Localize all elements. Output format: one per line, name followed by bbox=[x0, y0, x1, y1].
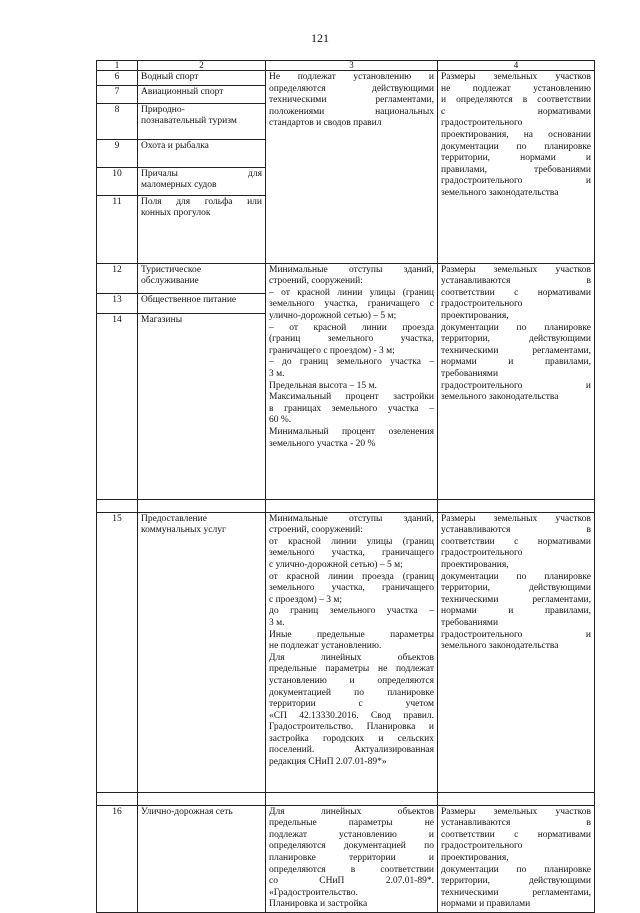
empty-cell bbox=[138, 499, 266, 512]
text-line: документации по планировке bbox=[441, 322, 591, 333]
table-row bbox=[97, 512, 595, 792]
header-cell: 3 bbox=[266, 61, 438, 71]
header-cell: 4 bbox=[438, 61, 595, 71]
use-name bbox=[138, 512, 266, 792]
text-line: Природно- bbox=[141, 104, 185, 115]
text-line: земельного законодательства bbox=[441, 392, 559, 403]
parameters-cell bbox=[266, 512, 438, 792]
text-line: Размеры земельных участков bbox=[441, 513, 591, 524]
empty-cell bbox=[438, 792, 595, 805]
text-line: требованиями bbox=[441, 617, 499, 628]
text-line: территории, действующими bbox=[441, 583, 591, 594]
table-row bbox=[97, 805, 595, 912]
text-line: строений, сооружений: bbox=[269, 525, 363, 536]
text-line: техническими регламентами, bbox=[269, 95, 434, 106]
spacer-row bbox=[97, 792, 595, 805]
row-number: 14 bbox=[97, 313, 138, 499]
text-line: Магазины bbox=[141, 314, 183, 325]
spacer-row bbox=[97, 499, 595, 512]
text-line: документацией по планировке bbox=[269, 687, 434, 698]
text-line: 3 м. bbox=[269, 368, 285, 379]
row-number: 6 bbox=[97, 71, 138, 86]
text-line: со СНиП 2.07.01-89*. bbox=[269, 876, 434, 887]
text-line: – от красной линии улицы (границ bbox=[269, 287, 434, 298]
text-line: Для линейных объектов bbox=[269, 806, 434, 817]
text-line: территории, действующими bbox=[441, 334, 591, 345]
empty-cell bbox=[138, 792, 266, 805]
use-name bbox=[138, 263, 266, 293]
text-line: Охота и рыбалка bbox=[141, 140, 209, 151]
text-line: соответствии с нормативами bbox=[441, 536, 591, 547]
text-line: градостроительного bbox=[441, 118, 523, 129]
empty-cell bbox=[266, 499, 438, 512]
text-line: территории, действующими bbox=[441, 876, 591, 887]
text-line: Минимальный процент озеленения bbox=[269, 426, 434, 437]
text-line: с проездом) – 3 м; bbox=[269, 594, 343, 605]
empty-cell bbox=[438, 499, 595, 512]
text-line: проектирования, bbox=[441, 310, 509, 321]
text-line: документации по планировке bbox=[441, 864, 591, 875]
text-line: Поля для гольфа или bbox=[141, 196, 262, 207]
use-name bbox=[138, 71, 266, 86]
text-line: Общественное питание bbox=[141, 294, 237, 305]
text-line: земельного участка - 20 % bbox=[269, 438, 376, 449]
text-line: с нормативами bbox=[441, 106, 591, 117]
text-line: предельные параметры не bbox=[269, 818, 434, 829]
parameters-cell bbox=[266, 805, 438, 912]
table-header-row bbox=[97, 61, 595, 71]
header-cell: 2 bbox=[138, 61, 266, 71]
text-line: проектирования, bbox=[441, 852, 509, 863]
text-line: (границ земельного участка, bbox=[269, 334, 434, 345]
text-line: проектирования, bbox=[441, 559, 509, 570]
text-line: до границ земельного участка – bbox=[269, 606, 434, 617]
text-line: техническими регламентами, bbox=[441, 887, 591, 898]
use-name bbox=[138, 85, 266, 103]
text-line: «СП 42.13330.2016. Свод правил. bbox=[269, 710, 434, 721]
text-line: соответствии с нормативами bbox=[441, 829, 591, 840]
text-line: предельные параметры не подлежат bbox=[269, 664, 434, 675]
text-line: определяются документацией по bbox=[269, 841, 434, 852]
text-line: Водный спорт bbox=[141, 72, 199, 82]
text-line: Планировка и застройка bbox=[269, 899, 368, 910]
text-line: от красной линии улицы (границ bbox=[269, 536, 434, 547]
row-number: 7 bbox=[97, 85, 138, 103]
text-line: и определяются в соответствии bbox=[441, 95, 591, 106]
text-line: Размеры земельных участков bbox=[441, 806, 591, 817]
row-number: 8 bbox=[97, 103, 138, 139]
text-line: Предельная высота – 15 м. bbox=[269, 380, 377, 391]
text-line: в границах земельного участка – bbox=[269, 403, 434, 414]
text-line: правилами, требованиями bbox=[441, 164, 591, 175]
text-line: определяются действующими bbox=[269, 83, 434, 94]
use-name bbox=[138, 139, 266, 167]
text-line: установлению и определяются bbox=[269, 675, 434, 686]
land-plot-size-cell bbox=[438, 263, 595, 499]
text-line: Градостроительство. Планировка и bbox=[269, 722, 434, 733]
text-line: определяются в соответствии bbox=[269, 864, 434, 875]
text-line: улично-дорожной сетью) – 5 м; bbox=[269, 310, 397, 321]
text-line: подлежат установлению и bbox=[269, 829, 434, 840]
text-line: нормами и правилами, bbox=[441, 357, 591, 368]
row-number: 16 bbox=[97, 805, 138, 912]
text-line: устанавливаются в bbox=[441, 276, 591, 287]
empty-cell bbox=[266, 792, 438, 805]
land-plot-size-cell bbox=[438, 71, 595, 264]
text-line: познавательный туризм bbox=[141, 116, 237, 127]
text-line: строений, сооружений: bbox=[269, 276, 363, 287]
text-line: земельного участка, граничащего bbox=[269, 548, 434, 559]
text-line: Минимальные отступы зданий, bbox=[269, 513, 434, 524]
text-line: 60 %. bbox=[269, 415, 292, 426]
text-line: от красной линии проезда (границ bbox=[269, 571, 434, 582]
text-line: стандартов и сводов правил bbox=[269, 118, 382, 129]
text-line: техническими регламентами, bbox=[441, 345, 591, 356]
header-cell: 1 bbox=[97, 61, 138, 71]
text-line: земельного законодательства bbox=[441, 641, 559, 652]
text-line: Улично-дорожная сеть bbox=[141, 806, 233, 817]
use-name bbox=[138, 167, 266, 195]
empty-cell bbox=[97, 499, 138, 512]
use-name bbox=[138, 293, 266, 313]
text-line: коммунальных услуг bbox=[141, 525, 226, 536]
row-number: 11 bbox=[97, 195, 138, 263]
text-line: устанавливаются в bbox=[441, 525, 591, 536]
text-line: территории с учетом bbox=[269, 699, 434, 710]
text-line: техническими регламентами, bbox=[441, 594, 591, 605]
text-line: конных прогулок bbox=[141, 208, 211, 219]
text-line: Туристическое bbox=[141, 264, 202, 275]
text-line: Иные предельные параметры bbox=[269, 629, 434, 640]
text-line: Для линейных объектов bbox=[269, 652, 434, 663]
text-line: земельного участка, граничащего с bbox=[269, 299, 434, 310]
text-line: градостроительного и bbox=[441, 629, 591, 640]
text-line: планировке территории и bbox=[269, 852, 434, 863]
text-line: документации по планировке bbox=[441, 571, 591, 582]
use-name bbox=[138, 103, 266, 139]
text-line: Не подлежат установлению и bbox=[269, 72, 434, 82]
text-line: – от красной линии проезда bbox=[269, 322, 434, 333]
text-line: Причалы для bbox=[141, 168, 262, 179]
text-line: 3 м. bbox=[269, 617, 285, 628]
text-line: с улично-дорожной сетью) – 5 м; bbox=[269, 559, 403, 570]
text-line: градостроительного и bbox=[441, 176, 591, 187]
row-number: 13 bbox=[97, 293, 138, 313]
text-line: поселений. Актуализированная bbox=[269, 745, 434, 756]
text-line: Минимальные отступы зданий, bbox=[269, 264, 434, 275]
text-line: земельного участка, граничащего bbox=[269, 583, 434, 594]
text-line: не подлежат установлению bbox=[441, 83, 591, 94]
text-line: Авиационный спорт bbox=[141, 86, 224, 97]
use-name bbox=[138, 805, 266, 912]
table-row bbox=[97, 263, 595, 293]
text-line: градостроительного bbox=[441, 299, 523, 310]
text-line: градостроительного и bbox=[441, 380, 591, 391]
use-name bbox=[138, 313, 266, 499]
text-line: требованиями bbox=[441, 368, 499, 379]
text-line: маломерных судов bbox=[141, 180, 217, 191]
text-line: обслуживание bbox=[141, 276, 199, 287]
text-line: Максимальный процент застройки bbox=[269, 392, 434, 403]
text-line: Размеры земельных участков bbox=[441, 264, 591, 275]
use-name bbox=[138, 195, 266, 263]
text-line: Предоставление bbox=[141, 513, 207, 524]
table-row bbox=[97, 71, 595, 86]
text-line: земельного законодательства bbox=[441, 187, 559, 198]
text-line: положениями национальных bbox=[269, 106, 434, 117]
text-line: редакция СНиП 2.07.01-89*» bbox=[269, 757, 387, 768]
text-line: документации по планировке bbox=[441, 141, 591, 152]
land-plot-size-cell bbox=[438, 805, 595, 912]
text-line: соответствии с нормативами bbox=[441, 287, 591, 298]
text-line: градостроительного bbox=[441, 841, 523, 852]
parameters-cell bbox=[266, 263, 438, 499]
text-line: не подлежат установлению. bbox=[269, 641, 382, 652]
row-number: 10 bbox=[97, 167, 138, 195]
text-line: устанавливаются в bbox=[441, 818, 591, 829]
land-plot-size-cell bbox=[438, 512, 595, 792]
text-line: «Градостроительство. bbox=[269, 887, 358, 898]
text-line: территории, нормами и bbox=[441, 153, 591, 164]
text-line: нормами и правилами bbox=[441, 899, 531, 910]
text-line: градостроительного bbox=[441, 548, 523, 559]
row-number: 12 bbox=[97, 263, 138, 293]
row-number: 9 bbox=[97, 139, 138, 167]
text-line: застройка городских и сельских bbox=[269, 733, 434, 744]
parameters-cell bbox=[266, 71, 438, 264]
text-line: нормами и правилами, bbox=[441, 606, 591, 617]
text-line: граничащего с проездом) - 3 м; bbox=[269, 345, 395, 356]
row-number: 15 bbox=[97, 512, 138, 792]
text-line: Размеры земельных участков bbox=[441, 72, 591, 82]
text-line: проектирования, на основании bbox=[441, 129, 591, 140]
page-number: 121 bbox=[311, 31, 329, 45]
zoning-table bbox=[96, 60, 595, 913]
empty-cell bbox=[97, 792, 138, 805]
text-line: – до границ земельного участка – bbox=[269, 357, 434, 368]
